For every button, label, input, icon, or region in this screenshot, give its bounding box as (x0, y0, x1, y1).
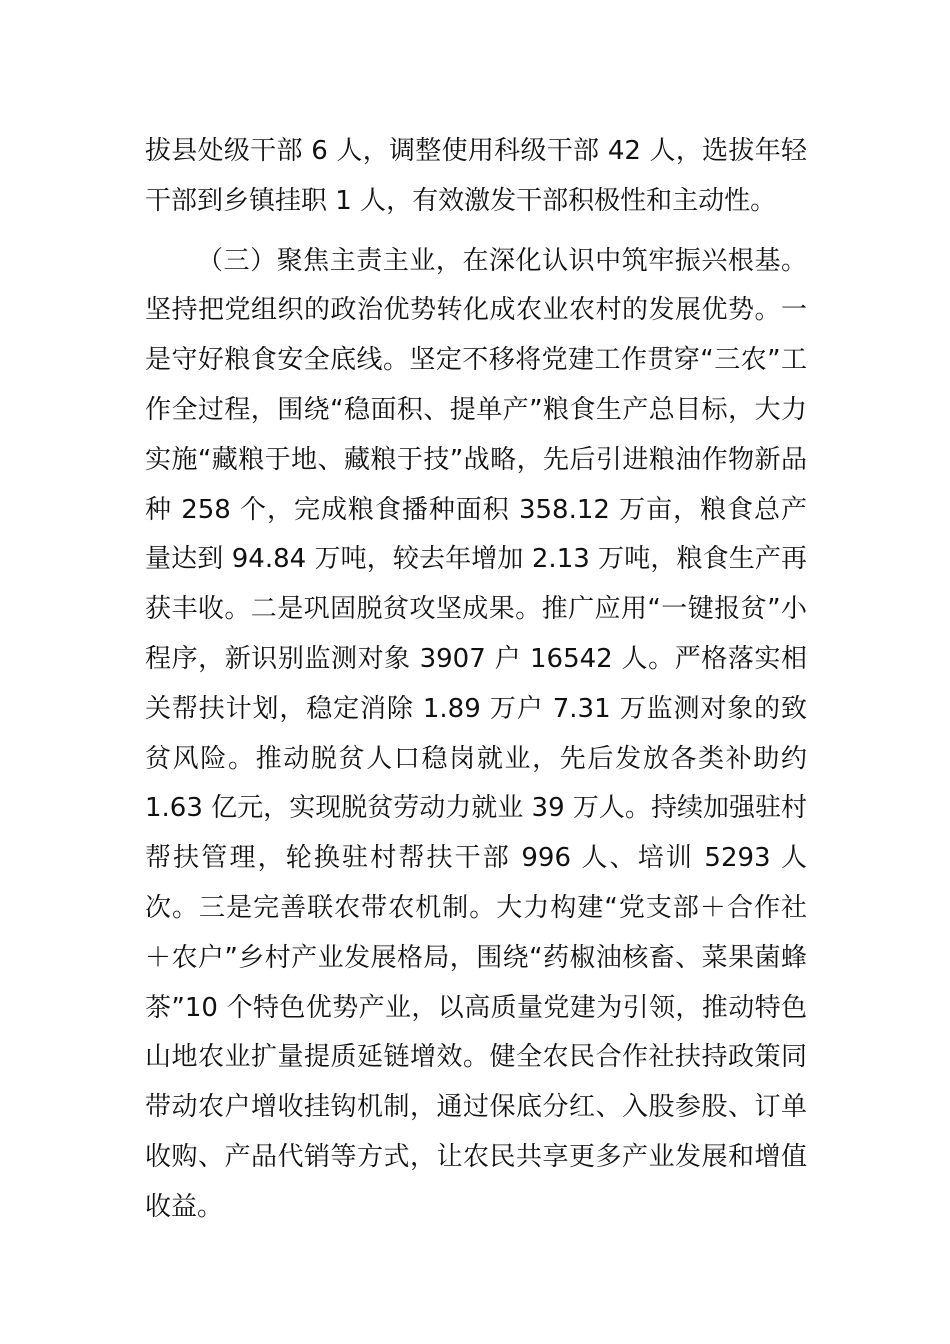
paragraph-section-three: （三）聚焦主责主业，在深化认识中筑牢振兴根基。坚持把党组织的政治优势转化成农业农村的发展优势。一是守好粮食安全底线。坚定不移将党建工作贯穿“三农”工作全过程，围绕“稳面积、提单产”粮食生产总目标，大力实施“藏粮于地、藏粮于技”战略，先后引进粮油作物新品种 258 个，完成粮食播种面积 358.12 万亩，粮食总产量达到 94.84 万吨，较去年增加 2.13 万吨，粮食生产再获丰收。二是巩固脱贫攻坚成果。推广应用“一键报贫”小程序，新识别监测对象 3907 户 16542 人。严格落实相关帮扶计划，稳定消除 1.89 万户 7.31 万监测对象的致贫风险。推动脱贫人口稳岗就业，先后发放各类补助约 1.63 亿元，实现脱贫劳动力就业 39 万人。持续加强驻村帮扶管理，轮换驻村帮扶干部 996 人、培训 5293 人次。三是完善联农带农机制。大力构建“党支部＋合作社＋农户”乡村产业发展格局，围绕“药椒油核畜、菜果菌蜂茶”10 个特色优势产业，以高质量党建为引领，推动特色山地农业扩量提质延链增效。健全农民合作社扶持政策同带动农户增收挂钩机制，通过保底分红、入股参股、订单收购、产品代销等方式，让农民共享更多产业发展和增值收益。 (145, 245, 807, 1222)
document-body (145, 127, 807, 1233)
paragraph-continuation: 拔县处级干部 6 人，调整使用科级干部 42 人，选拔年轻干部到乡镇挂职 1 人，有效激发干部积极性和主动性。 (145, 136, 807, 216)
paragraph-gap (145, 227, 807, 237)
